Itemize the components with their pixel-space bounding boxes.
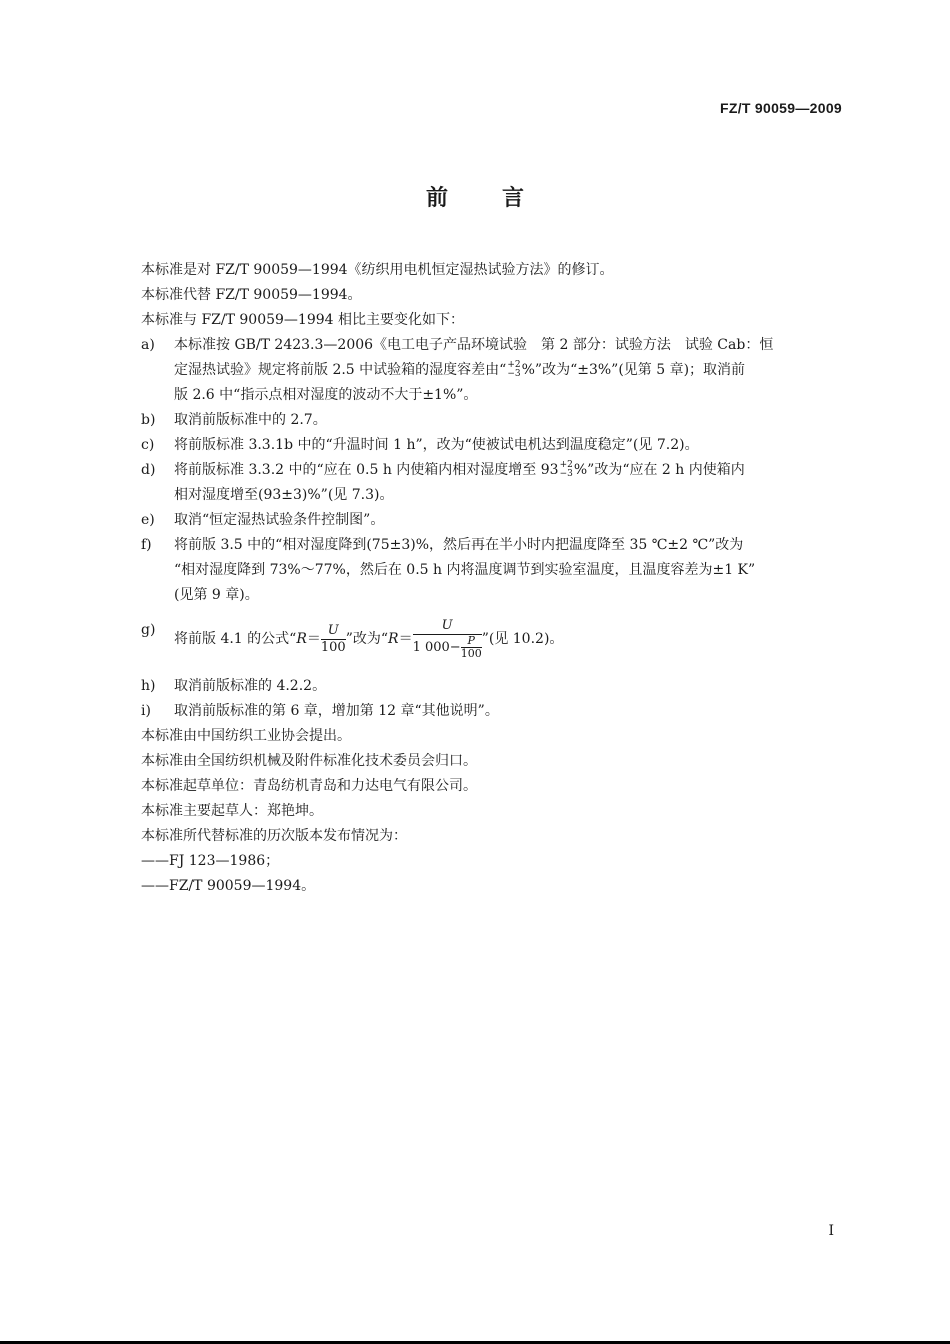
- list-marker: i): [141, 703, 151, 719]
- list-item-a: [141, 333, 844, 408]
- list-marker: c): [141, 437, 155, 453]
- paragraph: 本标准代替 FZ/T 90059—1994。: [141, 287, 362, 303]
- history-entry: ——FZ/T 90059—1994。: [141, 878, 316, 894]
- paragraph: 本标准起草单位：青岛纺机青岛和力达电气有限公司。: [141, 778, 477, 794]
- paragraph: 本标准由全国纺织机械及附件标准化技术委员会归口。: [141, 753, 477, 769]
- item-line: 取消“恒定湿热试验条件控制图”。: [174, 512, 385, 528]
- list-item-d: [141, 458, 844, 508]
- page-number: I: [828, 1223, 834, 1239]
- list-marker: d): [141, 462, 156, 478]
- list-marker: b): [141, 412, 156, 428]
- list-marker: h): [141, 678, 156, 694]
- list-item-c: [141, 433, 844, 458]
- item-line: 定湿热试验》规定将前版 2.5 中试验箱的湿度容差由“ +2 −3 %”改为“±3%”(见第 5 章)；取消前: [174, 360, 746, 379]
- item-line: 将前版标准 3.3.2 中的“应在 0.5 h 内使箱内相对湿度增至 93 +2 −3 %”改为“应在 2 h 内使箱内: [174, 460, 745, 479]
- list-item-g: [141, 608, 844, 666]
- paragraph: 本标准与 FZ/T 90059—1994 相比主要变化如下：: [141, 312, 465, 328]
- item-line: 本标准按 GB/T 2423.3—2006《电工电子产品环境试验 第 2 部分：试验方法 试验 Cab：恒: [174, 337, 774, 353]
- paragraph: 本标准主要起草人：郑艳坤。: [141, 803, 323, 819]
- item-line: 取消前版标准的第 6 章，增加第 12 章“其他说明”。: [174, 703, 499, 719]
- formula-line: 将前版 4.1 的公式“R＝ $\frac{U}{100}$ ”改为“R＝ U 1 000− $\frac{P}{100}$ ”(见 10.2)。: [174, 618, 564, 660]
- formula-fraction: U 1 000− $\frac{P}{100}$: [412, 618, 482, 660]
- paragraph: 本标准是对 FZ/T 90059—1994《纺织用电机恒定湿热试验方法》的修订。: [141, 262, 614, 278]
- list-marker: a): [141, 337, 155, 353]
- list-marker: f): [141, 537, 152, 553]
- item-line: “相对湿度降到 73%～77%，然后在 0.5 h 内将温度调节到实验室温度，且温度容差为±1 K”: [174, 562, 756, 578]
- standard-code: FZ/T 90059—2009: [719, 100, 842, 116]
- list-item-b: [141, 408, 844, 433]
- item-line: 将前版 3.5 中的“相对湿度降到(75±3)%，然后再在半小时内把温度降至 35 ℃±2 ℃”改为: [174, 537, 744, 553]
- list-item-e: [141, 508, 844, 533]
- item-line: 取消前版标准的 4.2.2。: [174, 678, 327, 694]
- list-item-f: [141, 533, 844, 608]
- list-marker: e): [141, 512, 155, 528]
- item-line: 取消前版标准中的 2.7。: [174, 412, 327, 428]
- item-line: 将前版标准 3.3.1b 中的“升温时间 1 h”，改为“使被试电机达到温度稳定”(见 7.2)。: [174, 437, 699, 453]
- item-line: 版 2.6 中“指示点相对湿度的波动不大于±1%”。: [174, 387, 478, 403]
- page-title: 前言: [425, 186, 578, 211]
- item-line: 相对湿度增至(93±3)%”(见 7.3)。: [174, 487, 394, 503]
- tolerance-fraction: +2 −3: [559, 460, 573, 479]
- item-line: (见第 9 章)。: [174, 587, 259, 603]
- list-marker: g): [141, 622, 156, 638]
- paragraph: 本标准由中国纺织工业协会提出。: [141, 728, 351, 744]
- list-item-h: [141, 674, 844, 699]
- list-item-i: [141, 699, 844, 724]
- history-entry: ——FJ 123—1986；: [141, 853, 280, 869]
- foreword-body: [141, 258, 844, 899]
- paragraph: 本标准所代替标准的历次版本发布情况为：: [141, 828, 407, 844]
- formula-fraction: $\frac{U}{100}$: [320, 622, 346, 655]
- tolerance-fraction: +2 −3: [507, 360, 521, 379]
